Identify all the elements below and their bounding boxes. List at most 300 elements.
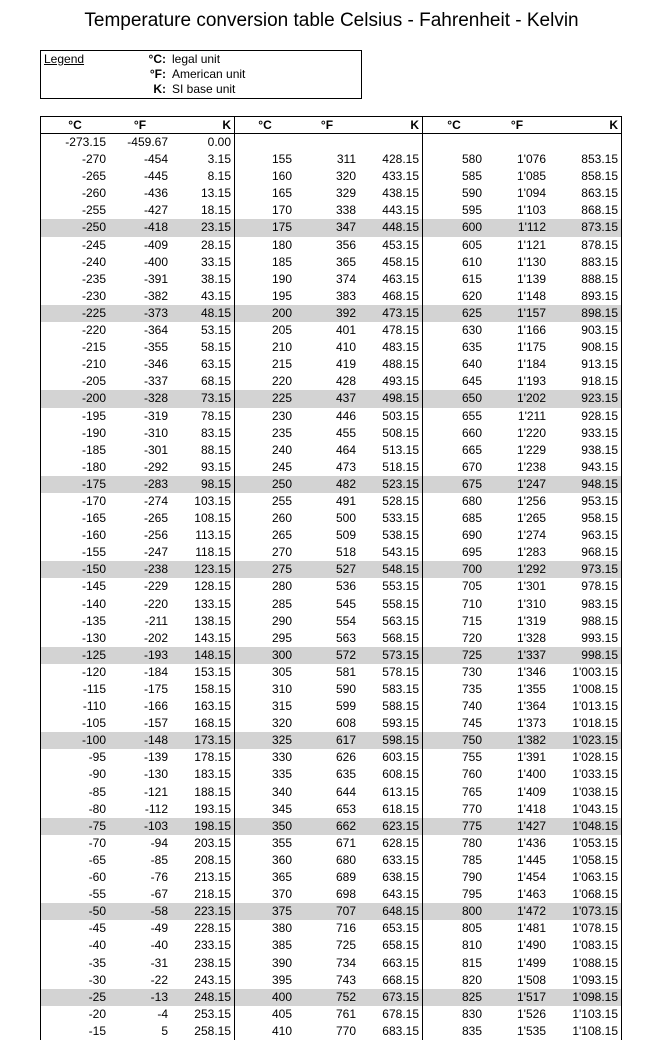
cell-celsius: -170 xyxy=(81,493,106,508)
cell-celsius: 760 xyxy=(461,767,482,782)
cell-celsius: 215 xyxy=(271,357,292,372)
cell-kelvin: 133.15 xyxy=(171,596,235,613)
cell-fahrenheit: 455 xyxy=(335,425,356,440)
cell-kelvin: 158.15 xyxy=(171,681,235,698)
cell-fahrenheit: 437 xyxy=(295,390,359,407)
legend-symbol: °F: xyxy=(149,67,166,81)
cell-celsius: 320 xyxy=(271,716,292,731)
cell-fahrenheit: 1'436 xyxy=(517,835,546,850)
cell-fahrenheit: -247 xyxy=(143,545,168,560)
table-row xyxy=(41,322,621,339)
cell-kelvin: 3.15 xyxy=(171,151,235,168)
cell-kelvin: 668.15 xyxy=(359,972,423,989)
cell-fahrenheit: -265 xyxy=(143,511,168,526)
table-row xyxy=(41,1006,621,1023)
table-row xyxy=(41,989,621,1006)
cell-celsius: -70 xyxy=(88,835,106,850)
cell-celsius: -60 xyxy=(88,870,106,885)
cell-fahrenheit: -175 xyxy=(143,682,168,696)
cell-celsius: -190 xyxy=(81,425,106,440)
cell-celsius: -160 xyxy=(81,528,106,543)
cell-fahrenheit xyxy=(295,134,359,151)
cell-fahrenheit: 1'472 xyxy=(485,903,549,920)
cell-kelvin: 953.15 xyxy=(581,493,618,508)
cell-fahrenheit: 500 xyxy=(335,511,356,526)
cell-celsius: 400 xyxy=(235,989,295,1006)
table-row xyxy=(41,288,621,305)
legend-description: American unit xyxy=(172,67,246,81)
cell-celsius: 345 xyxy=(271,801,292,816)
cell-kelvin: 913.15 xyxy=(581,357,618,372)
cell-kelvin: 0.00 xyxy=(171,134,235,151)
cell-fahrenheit: -238 xyxy=(109,561,171,578)
cell-celsius: 270 xyxy=(271,545,292,560)
table-row xyxy=(41,134,621,151)
cell-kelvin: 243.15 xyxy=(171,972,235,989)
table-row xyxy=(41,390,621,407)
cell-kelvin: 1'083.15 xyxy=(572,938,618,953)
cell-celsius: 370 xyxy=(271,887,292,902)
cell-celsius: 830 xyxy=(461,1006,482,1021)
cell-celsius: 650 xyxy=(423,390,485,407)
column-header-kelvin: K xyxy=(359,117,423,133)
cell-kelvin: 113.15 xyxy=(171,527,235,544)
cell-kelvin: 883.15 xyxy=(581,254,618,269)
cell-fahrenheit: -211 xyxy=(144,613,168,628)
cell-celsius: 695 xyxy=(461,545,482,560)
cell-fahrenheit: -427 xyxy=(143,203,168,218)
cell-kelvin: 558.15 xyxy=(359,596,423,613)
cell-celsius: 295 xyxy=(271,630,292,645)
cell-celsius: -150 xyxy=(41,561,109,578)
cell-celsius: -145 xyxy=(81,579,106,594)
cell-fahrenheit: 689 xyxy=(335,870,356,885)
cell-kelvin: 1'003.15 xyxy=(572,664,618,679)
cell-fahrenheit: 1'391 xyxy=(517,750,546,765)
cell-fahrenheit: 1'139 xyxy=(517,271,546,286)
cell-kelvin: 1'038.15 xyxy=(572,784,618,799)
cell-celsius: 365 xyxy=(271,870,292,885)
cell-kelvin: 958.15 xyxy=(581,511,618,526)
cell-kelvin: 593.15 xyxy=(359,715,423,732)
cell-fahrenheit: 752 xyxy=(295,989,359,1006)
cell-celsius: -35 xyxy=(88,955,106,970)
table-row xyxy=(41,596,621,613)
cell-kelvin: 1'088.15 xyxy=(572,955,618,970)
cell-fahrenheit: -193 xyxy=(109,647,171,664)
cell-kelvin: 68.15 xyxy=(171,373,235,390)
cell-fahrenheit: 1'409 xyxy=(517,784,546,799)
cell-kelvin: 163.15 xyxy=(171,698,235,715)
cell-fahrenheit: -319 xyxy=(143,408,168,423)
cell-fahrenheit: 761 xyxy=(335,1006,356,1021)
cell-celsius: 180 xyxy=(271,237,292,252)
cell-kelvin: 248.15 xyxy=(171,989,235,1006)
cell-fahrenheit: 1'220 xyxy=(517,425,546,440)
table-row xyxy=(41,886,621,903)
table-row xyxy=(41,459,621,476)
cell-kelvin: 1'058.15 xyxy=(572,852,618,867)
legend-item-kelvin xyxy=(41,82,361,97)
cell-kelvin: 498.15 xyxy=(359,390,423,407)
cell-fahrenheit: -364 xyxy=(143,323,168,338)
cell-kelvin: 573.15 xyxy=(359,647,423,664)
cell-fahrenheit: 491 xyxy=(335,493,356,508)
cell-kelvin: 8.15 xyxy=(171,168,235,185)
cell-fahrenheit: -166 xyxy=(143,699,168,714)
cell-kelvin: 568.15 xyxy=(359,630,423,647)
cell-celsius: -30 xyxy=(88,972,106,987)
table-row xyxy=(41,305,621,322)
cell-kelvin: 933.15 xyxy=(581,425,618,440)
cell-fahrenheit: 1'526 xyxy=(517,1006,546,1021)
cell-kelvin xyxy=(549,134,621,151)
table-row xyxy=(41,903,621,920)
cell-kelvin: 33.15 xyxy=(171,254,235,271)
cell-fahrenheit: -274 xyxy=(143,493,168,508)
column-header-celsius: °C xyxy=(68,118,82,132)
cell-kelvin: 983.15 xyxy=(581,596,618,611)
legend-description: legal unit xyxy=(172,52,221,66)
cell-celsius: 395 xyxy=(271,972,292,987)
cell-fahrenheit: 1'400 xyxy=(517,767,546,782)
table-row xyxy=(41,510,621,527)
cell-kelvin: 203.15 xyxy=(171,835,235,852)
cell-kelvin: 538.15 xyxy=(359,527,423,544)
cell-celsius: -200 xyxy=(41,390,109,407)
cell-celsius: 280 xyxy=(271,579,292,594)
cell-fahrenheit: -31 xyxy=(150,955,168,970)
cell-kelvin: 458.15 xyxy=(359,254,423,271)
cell-celsius: 790 xyxy=(461,870,482,885)
cell-fahrenheit: 617 xyxy=(295,732,359,749)
cell-kelvin: 898.15 xyxy=(549,305,621,322)
cell-kelvin: 143.15 xyxy=(171,630,235,647)
cell-fahrenheit: -94 xyxy=(150,835,168,850)
cell-kelvin: 1'053.15 xyxy=(572,835,618,850)
cell-celsius: 255 xyxy=(271,493,292,508)
cell-kelvin: 128.15 xyxy=(171,578,235,595)
table-row xyxy=(41,408,621,425)
cell-kelvin: 683.15 xyxy=(359,1023,423,1040)
cell-fahrenheit: 1'175 xyxy=(517,340,546,355)
cell-kelvin: 488.15 xyxy=(359,356,423,373)
cell-kelvin: 208.15 xyxy=(171,852,235,869)
cell-kelvin: 553.15 xyxy=(359,578,423,595)
cell-fahrenheit: 1'373 xyxy=(517,716,546,731)
table-row xyxy=(41,168,621,185)
table-row xyxy=(41,852,621,869)
cell-fahrenheit: 599 xyxy=(335,699,356,714)
cell-kelvin: 183.15 xyxy=(171,766,235,783)
cell-kelvin: 578.15 xyxy=(359,664,423,681)
cell-celsius: -115 xyxy=(82,682,106,696)
cell-celsius: 685 xyxy=(461,511,482,526)
cell-kelvin: 1'028.15 xyxy=(572,750,618,765)
cell-kelvin: 663.15 xyxy=(359,955,423,972)
cell-kelvin: 1'033.15 xyxy=(572,767,618,782)
cell-fahrenheit: 464 xyxy=(335,442,356,457)
cell-kelvin: 948.15 xyxy=(549,476,621,493)
cell-fahrenheit: 662 xyxy=(295,818,359,835)
cell-fahrenheit: 626 xyxy=(335,750,356,765)
cell-fahrenheit: 1'094 xyxy=(517,186,546,201)
table-row xyxy=(41,732,621,749)
cell-celsius: 155 xyxy=(271,152,292,167)
cell-fahrenheit: 1'364 xyxy=(517,699,546,714)
cell-kelvin: 483.15 xyxy=(359,339,423,356)
cell-fahrenheit: 554 xyxy=(335,613,356,628)
cell-fahrenheit: 1'355 xyxy=(517,682,546,696)
cell-fahrenheit: 1'229 xyxy=(517,442,546,457)
cell-fahrenheit: 1'427 xyxy=(485,818,549,835)
cell-kelvin: 643.15 xyxy=(359,886,423,903)
cell-fahrenheit: 1'382 xyxy=(485,732,549,749)
cell-celsius: 285 xyxy=(271,596,292,611)
table-row xyxy=(41,715,621,732)
cell-kelvin: 648.15 xyxy=(359,903,423,920)
cell-fahrenheit: 329 xyxy=(335,186,356,201)
legend-item-celsius xyxy=(41,52,361,67)
cell-kelvin: 533.15 xyxy=(359,510,423,527)
table-row xyxy=(41,835,621,852)
cell-kelvin: 583.15 xyxy=(359,681,423,698)
cell-kelvin: 943.15 xyxy=(581,459,618,474)
cell-kelvin: 918.15 xyxy=(581,374,618,389)
cell-celsius: 810 xyxy=(461,938,482,953)
cell-fahrenheit: -346 xyxy=(143,357,168,372)
column-header-fahrenheit: °F xyxy=(510,118,524,132)
cell-celsius: 305 xyxy=(271,664,292,679)
cell-fahrenheit: 716 xyxy=(335,921,356,936)
table-row xyxy=(41,784,621,801)
cell-fahrenheit: 743 xyxy=(335,972,356,987)
cell-fahrenheit: 1'328 xyxy=(517,630,546,645)
cell-kelvin: 78.15 xyxy=(171,408,235,425)
cell-fahrenheit: 1'202 xyxy=(485,390,549,407)
cell-kelvin: 23.15 xyxy=(171,219,235,236)
table-row xyxy=(41,254,621,271)
cell-celsius: 835 xyxy=(461,1023,482,1038)
cell-celsius: -15 xyxy=(88,1023,106,1038)
cell-celsius: 600 xyxy=(423,219,485,236)
cell-celsius: 625 xyxy=(423,305,485,322)
cell-kelvin: 638.15 xyxy=(359,869,423,886)
cell-celsius: 725 xyxy=(423,647,485,664)
cell-kelvin: 108.15 xyxy=(171,510,235,527)
cell-fahrenheit: 1'085 xyxy=(517,169,546,184)
cell-fahrenheit: 1'445 xyxy=(517,852,546,867)
cell-fahrenheit: 374 xyxy=(335,271,356,286)
table-row xyxy=(41,237,621,254)
table-row xyxy=(41,818,621,835)
cell-fahrenheit: -301 xyxy=(143,442,168,457)
cell-fahrenheit: -328 xyxy=(109,390,171,407)
cell-kelvin: 973.15 xyxy=(549,561,621,578)
cell-fahrenheit: 1'463 xyxy=(517,887,546,902)
cell-kelvin: 968.15 xyxy=(581,545,618,560)
legend-box xyxy=(40,50,362,99)
cell-celsius: 655 xyxy=(461,408,482,423)
cell-fahrenheit: 725 xyxy=(335,938,356,953)
cell-celsius: -265 xyxy=(81,169,106,184)
cell-celsius: 595 xyxy=(461,203,482,218)
cell-kelvin: 908.15 xyxy=(581,340,618,355)
cell-fahrenheit xyxy=(485,134,549,151)
cell-celsius: 165 xyxy=(271,186,292,201)
cell-fahrenheit: 581 xyxy=(335,664,356,679)
cell-fahrenheit: 734 xyxy=(335,955,356,970)
conversion-table xyxy=(40,116,622,1040)
table-row xyxy=(41,801,621,818)
cell-fahrenheit: 419 xyxy=(335,357,356,372)
cell-fahrenheit: 1'499 xyxy=(517,955,546,970)
cell-celsius: 160 xyxy=(271,169,292,184)
cell-kelvin: 1'108.15 xyxy=(572,1023,618,1038)
cell-fahrenheit: -103 xyxy=(109,818,171,835)
cell-fahrenheit: 338 xyxy=(335,203,356,218)
cell-kelvin: 513.15 xyxy=(359,442,423,459)
cell-fahrenheit: 527 xyxy=(295,561,359,578)
cell-celsius: -25 xyxy=(41,989,109,1006)
cell-kelvin: 528.15 xyxy=(359,493,423,510)
cell-celsius: 715 xyxy=(461,613,482,628)
cell-celsius: -135 xyxy=(81,613,106,628)
cell-fahrenheit: -283 xyxy=(109,476,171,493)
cell-celsius: -90 xyxy=(88,767,106,782)
cell-fahrenheit: 653 xyxy=(335,801,356,816)
column-header-kelvin: K xyxy=(171,117,235,133)
cell-fahrenheit: 671 xyxy=(335,835,356,850)
cell-fahrenheit: 1'319 xyxy=(517,613,546,628)
cell-kelvin: 938.15 xyxy=(581,442,618,457)
cell-celsius: 750 xyxy=(423,732,485,749)
cell-fahrenheit: 1'121 xyxy=(517,237,546,252)
cell-celsius: 780 xyxy=(461,835,482,850)
cell-kelvin: 873.15 xyxy=(549,219,621,236)
legend-item-fahrenheit xyxy=(41,67,361,82)
cell-celsius: 800 xyxy=(423,903,485,920)
cell-celsius: 200 xyxy=(235,305,295,322)
cell-celsius: 740 xyxy=(461,699,482,714)
cell-celsius: -205 xyxy=(81,374,106,389)
cell-celsius: 590 xyxy=(461,186,482,201)
cell-kelvin: 123.15 xyxy=(171,561,235,578)
cell-kelvin: 623.15 xyxy=(359,818,423,835)
cell-celsius: -55 xyxy=(88,887,106,902)
cell-celsius: 700 xyxy=(423,561,485,578)
cell-celsius: -270 xyxy=(81,152,106,167)
cell-kelvin: 888.15 xyxy=(581,271,618,286)
cell-celsius: 705 xyxy=(461,579,482,594)
cell-kelvin: 853.15 xyxy=(581,152,618,167)
cell-fahrenheit: 1'283 xyxy=(517,545,546,560)
cell-fahrenheit: -121 xyxy=(143,784,168,799)
cell-kelvin xyxy=(359,134,423,151)
cell-kelvin: 1'063.15 xyxy=(572,870,618,885)
table-row xyxy=(41,749,621,766)
cell-fahrenheit: 1'346 xyxy=(517,664,546,679)
cell-celsius: -240 xyxy=(81,254,106,269)
cell-fahrenheit: -85 xyxy=(150,852,168,867)
cell-fahrenheit: 1'301 xyxy=(517,579,546,594)
cell-celsius: 795 xyxy=(461,887,482,902)
cell-kelvin: 473.15 xyxy=(359,305,423,322)
cell-kelvin: 878.15 xyxy=(581,237,618,252)
cell-celsius: 755 xyxy=(461,750,482,765)
table-row xyxy=(41,425,621,442)
cell-fahrenheit: 644 xyxy=(335,784,356,799)
cell-kelvin: 178.15 xyxy=(171,749,235,766)
cell-fahrenheit: -454 xyxy=(143,152,168,167)
cell-kelvin: 63.15 xyxy=(171,356,235,373)
cell-fahrenheit: 473 xyxy=(335,459,356,474)
cell-celsius: 230 xyxy=(271,408,292,423)
cell-kelvin: 1'098.15 xyxy=(549,989,621,1006)
cell-celsius: -125 xyxy=(41,647,109,664)
cell-celsius: 315 xyxy=(271,699,292,714)
cell-kelvin: 213.15 xyxy=(171,869,235,886)
cell-celsius: 245 xyxy=(271,459,292,474)
cell-kelvin: 448.15 xyxy=(359,219,423,236)
cell-kelvin: 518.15 xyxy=(359,459,423,476)
cell-fahrenheit: 356 xyxy=(335,237,356,252)
page-title: Temperature conversion table Celsius - Fahrenheit - Kelvin xyxy=(84,10,579,31)
cell-kelvin: 58.15 xyxy=(171,339,235,356)
cell-fahrenheit: -382 xyxy=(143,288,168,303)
cell-kelvin: 138.15 xyxy=(171,613,235,630)
cell-fahrenheit: 347 xyxy=(295,219,359,236)
cell-celsius: 310 xyxy=(271,682,292,696)
cell-celsius: 205 xyxy=(271,323,292,338)
table-row xyxy=(41,373,621,390)
cell-fahrenheit: -292 xyxy=(143,459,168,474)
cell-kelvin: 603.15 xyxy=(359,749,423,766)
cell-celsius: 745 xyxy=(461,716,482,731)
cell-kelvin: 673.15 xyxy=(359,989,423,1006)
cell-kelvin: 48.15 xyxy=(171,305,235,322)
cell-kelvin: 1'078.15 xyxy=(572,921,618,936)
cell-kelvin: 228.15 xyxy=(171,920,235,937)
cell-celsius: 175 xyxy=(235,219,295,236)
cell-celsius: -260 xyxy=(81,186,106,201)
cell-celsius: -40 xyxy=(88,938,106,953)
table-row xyxy=(41,869,621,886)
cell-fahrenheit: -310 xyxy=(143,425,168,440)
cell-celsius: 635 xyxy=(461,340,482,355)
table-row xyxy=(41,561,621,578)
cell-kelvin: 868.15 xyxy=(581,203,618,218)
cell-celsius: 665 xyxy=(461,442,482,457)
table-row xyxy=(41,578,621,595)
cell-fahrenheit: 392 xyxy=(295,305,359,322)
cell-fahrenheit: -409 xyxy=(143,237,168,252)
table-row xyxy=(41,271,621,288)
table-row xyxy=(41,630,621,647)
cell-fahrenheit: 1'265 xyxy=(517,511,546,526)
cell-kelvin: 28.15 xyxy=(171,237,235,254)
cell-fahrenheit: 545 xyxy=(335,596,356,611)
cell-fahrenheit: 428 xyxy=(335,374,356,389)
cell-celsius: -230 xyxy=(81,288,106,303)
cell-kelvin: 1'048.15 xyxy=(549,818,621,835)
table-row xyxy=(41,647,621,664)
cell-kelvin: 13.15 xyxy=(171,185,235,202)
cell-kelvin: 98.15 xyxy=(171,476,235,493)
cell-fahrenheit: 1'481 xyxy=(517,921,546,936)
cell-fahrenheit: 311 xyxy=(336,152,356,167)
cell-celsius: 765 xyxy=(461,784,482,799)
